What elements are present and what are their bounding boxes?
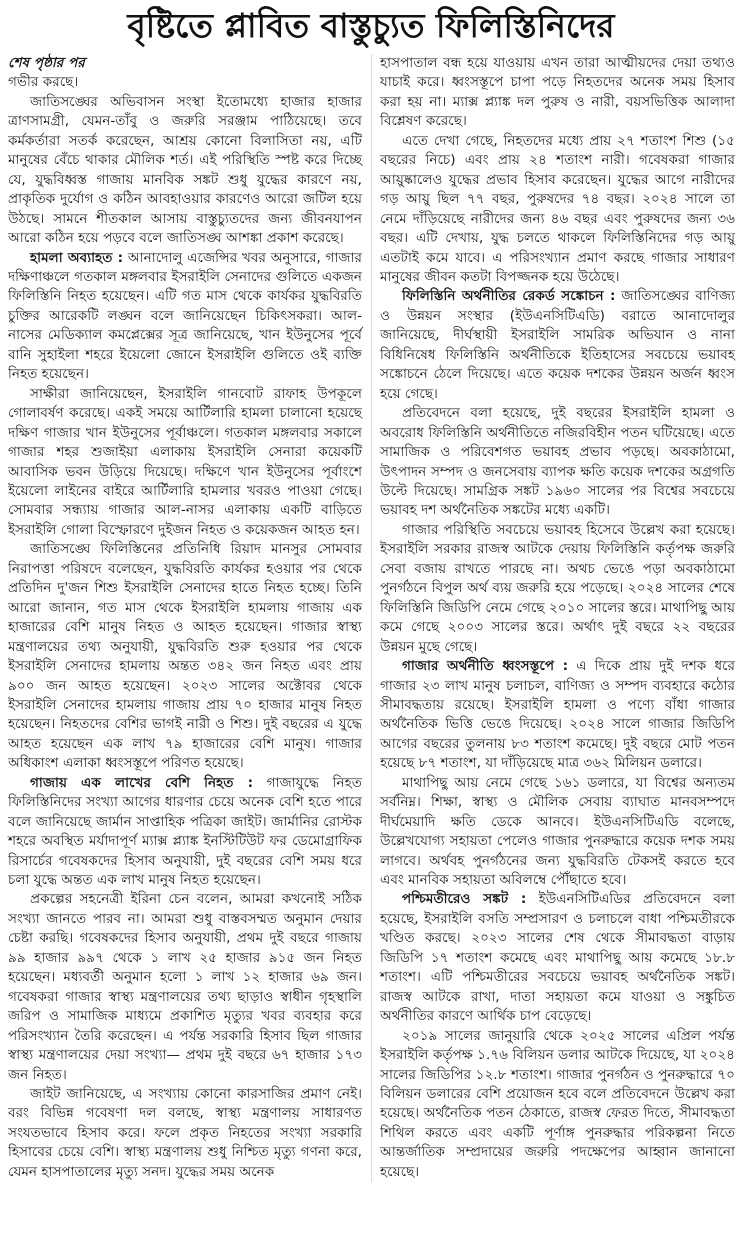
paragraph-text: এ দিকে প্রায় দুই দশক ধরে গাজার ২৩ লাখ মানুষ চলাচল, বাণিজ্য ও সম্পদ ব্যবহারে কঠোর সীমাবদ্ধতায় রয়েছে। ইসরাইলি হামলা ও পণ্যে বাঁধা গাজার অর্থনৈতিক ভিত্তি ভেঙে দিয়েছে। ২০২৪ সালে গাজার জিডিপি আগের বছরের তুলনায় ৮৩ শতাংশ কমেছে। দুই বছরে মোট পতন হয়েছে ৮৭ শতাংশ, যা দাঁড়িয়েছে মাত্র ৩৬২ মিলিয়ন ডলারে।	[380, 658, 735, 772]
paragraph	[380, 890, 735, 1026]
paragraph-text: জাতিসঙ্ঘের বাণিজ্য ও উন্নয়ন সংস্থার (ইউএনসিটিএডি) বরাতে আনাদোলুর জানিয়েছে, দীর্ঘস্থায়ী ইসরাইলি সামরিক অভিযান ও নানা বিধিনিষেধ ফিলিস্তিনি অর্থনীতিকে ইতিহাসের সবচেয়ে ভয়াবহ সঙ্কোচনে ঠেলে দিয়েছে। এতে কয়েক দশকের উন্নয়ন অর্জন ধ্বংস হয়ে গেছে।	[380, 288, 735, 402]
subhead: হামলা অব্যাহত :	[30, 249, 124, 266]
subhead: পশ্চিমতীরেও সঙ্কট :	[402, 891, 527, 908]
paragraph: গাজার পরিস্থিতি সবচেয়ে ভয়াবহ হিসেবে উল্লেখ করা হয়েছে। ইসরাইলি সরকার রাজস্ব আটকে দেয়ায় ফিলিস্তিনি কর্তৃপক্ষ জরুরি সেবা বজায় রাখতে পারছে না। অথচ ভেঙে পড়া অবকাঠামো পুনর্গঠনে বিপুল অর্থ ব্যয় জরুরি হয়ে পড়েছে। ২০২৪ সালের শেষে ফিলিস্তিনি জিডিপি নেমে গেছে ২০১০ সালের স্তরে। মাথাপিছু আয় কমে গেছে ২০০৩ সালের স্তরে। অর্থাৎ দুই বছরে ২২ বছরের উন্নয়ন মুছে গেছে।	[380, 521, 735, 655]
subhead: ফিলিস্তিনি অর্থনীতির রেকর্ড সঙ্কোচন :	[402, 288, 616, 305]
paragraph: জাতিসঙ্ঘে ফিলিস্তিনের প্রতিনিধি রিয়াদ মানসুর সোমবার নিরাপত্তা পরিষদে বলেছেন, যুদ্ধবিরতি কার্যকর হওয়ার পর থেকে প্রতিদিন দু'জন শিশু ইসরাইলি সেনাদের হাতে নিহত হচ্ছে। তিনি আরো জানান, গত মাস থেকে ইসরাইলি হামলায় গাজায় এক হাজারের বেশি মানুষ নিহত ও আহত হয়েছেন। গাজার স্বাস্থ্য মন্ত্রণালয়ের তথ্য অনুযায়ী, যুদ্ধবিরতি শুরু হওয়ার পর থেকে ইসরাইলি সেনাদের হামলায় অন্তত ৩৪২ জন নিহত এবং প্রায় ৯০০ জন আহত হয়েছেন। ২০২৩ সালের অক্টোবর থেকে ইসরাইলি সেনাদের হামলায় গাজায় প্রায় ৭০ হাজার মানুষ নিহত হয়েছেন। নিহতদের বেশির ভাগই নারী ও শিশু। দুই বছরের এ যুদ্ধে আহত হয়েছেন এক লাখ ৭৯ হাজারের বেশি মানুষ। গাজার অধিকাংশ এলাকা ধ্বংসস্তূপে পরিণত হয়েছে।	[8, 541, 362, 772]
paragraph: হাসপাতাল বন্ধ হয়ে যাওয়ায় এখন তারা আত্মীয়দের দেয়া তথ্যও যাচাই করে। ধ্বংসস্তূপে চাপা পড়ে নিহতদের অনেক সময় হিসাব করা হয় না। ম্যাক্স প্ল্যাঙ্ক দল পুরুষ ও নারী, বয়সভিত্তিক আলাদা বিশ্লেষণ করেছে।	[380, 55, 735, 130]
subhead: গাজার অর্থনীতি ধ্বংসস্তূপে :	[402, 658, 569, 675]
article-body	[0, 54, 742, 1182]
headline: বৃষ্টিতে প্লাবিত বাস্তুচ্যুত ফিলিস্তিনিদের	[127, 6, 615, 45]
paragraph	[380, 287, 735, 404]
paragraph	[8, 249, 362, 385]
paragraph-text: আনাদোলু এজেন্সির খবর অনুসারে, গাজার দক্ষিণাঞ্চলে গতকাল মঙ্গলবার ইসরাইলি সেনাদের গুলিতে একজন ফিলিস্তিনি নিহত হয়েছেন। এটি গত মাস থেকে কার্যকর যুদ্ধবিরতি চুক্তির আরেকটি লঙ্ঘন বলে জানিয়েছেন চিকিৎসকরা। আল-নাসের মেডিক্যাল কমপ্লেক্সের সূত্র জানিয়েছে, খান ইউনুসের পূর্বে বানি সুহাইলা শহরে ইয়েলো জোনে ইসরাইলি গুলিতে ওই ব্যক্তি নিহত হয়েছেন।	[8, 249, 362, 383]
column-divider	[371, 54, 372, 1182]
paragraph	[8, 774, 362, 891]
paragraph-text: গাজাযুদ্ধে নিহত ফিলিস্তিনিদের সংখ্যা আগের ধারণার চেয়ে অনেক বেশি হতে পারে বলে জানিয়েছে জার্মান সাপ্তাহিক পত্রিকা জাইট। জার্মানির রোস্টক শহরে অবস্থিত মর্যাদাপূর্ণ ম্যাক্স প্ল্যাঙ্ক ইনস্টিটিউট ফর ডেমোগ্রাফিক রিসার্চের গবেষকদের হিসাব অনুযায়ী, দুই বছরের বেশি সময় ধরে চলা যুদ্ধে অন্তত এক লাখ মানুষ নিহত হয়েছেন।	[8, 774, 362, 889]
paragraph: গভীর করছে।	[8, 74, 79, 91]
paragraph-text: ইউএনসিটিএডির প্রতিবেদনে বলা হয়েছে, ইসরাইলি বসতি সম্প্রসারণ ও চলাচলে বাধা পশ্চিমতীরকে খণ্ডিত করছে। ২০২৩ সালের শেষ থেকে সীমাবদ্ধতা বাড়ায় জিডিপি ১৭ শতাংশ কমেছে এবং মাথাপিছু আয় কমেছে ১৮.৮ শতাংশ। এটি পশ্চিমতীরের সবচেয়ে ভয়াবহ অর্থনৈতিক সঙ্কট। রাজস্ব আটকে রাখা, দাতা সহায়তা কমে যাওয়া ও সঙ্কুচিত অর্থনীতির কারণে আর্থিক চাপ বেড়েছে।	[380, 891, 735, 1025]
paragraph: এতে দেখা গেছে, নিহতদের মধ্যে প্রায় ২৭ শতাংশ শিশু (১৫ বছরের নিচে) এবং প্রায় ২৪ শতাংশ নারী। গবেষকরা গাজার আয়ুষ্কালেও যুদ্ধের প্রভাব হিসাব করেছেন। যুদ্ধের আগে নারীদের গড় আয়ু ছিল ৭৭ বছর, পুরুষদের ৭৪ বছর। ২০২৪ সালে তা নেমে দাঁড়িয়েছে নারীদের জন্য ৪৬ বছর এবং পুরুষদের জন্য ৩৬ বছর। এটি দেখায়, যুদ্ধ চলতে থাকলে ফিলিস্তিনিদের গড় আয়ু এতটাই কমে যাবে। এ পরিসংখ্যান প্রমাণ করছে গাজার সাধারণ মানুষের জীবন কতটা বিপজ্জনক হয়ে উঠেছে।	[380, 132, 735, 285]
paragraph: সাক্ষীরা জানিয়েছেন, ইসরাইলি গানবোট রাফাহ উপকূলে গোলাবর্ষণ করেছে। একই সময়ে আর্টিলারি হামলা চালানো হয়েছে দক্ষিণ গাজার খান ইউনুসের পূর্বাঞ্চলে। গতকাল মঙ্গলবার সকালে গাজার শহর শুজাইয়া এলাকায় ইসরাইলি সেনারা কয়েকটি আবাসিক ভবন উড়িয়ে দিয়েছে। দক্ষিণে খান ইউনুসের পূর্বাংশে ইয়েলো লাইনের বাইরে আর্টিলারি হামলার খবরও পাওয়া গেছে। সোমবার সন্ধ্যায় গাজার আল-নাসর এলাকায় একটি বাড়িতে ইসরাইলি গোলা বিস্ফোরণে দুইজন নিহত ও কয়েকজন আহত হন।	[8, 385, 362, 538]
subhead: গাজায় এক লাখের বেশি নিহত :	[30, 774, 254, 791]
article-column-right	[380, 54, 735, 1182]
paragraph: প্রকল্পের সহনেত্রী ইরিনা চেন বলেন, আমরা কখনোই সঠিক সংখ্যা জানতে পারব না। আমরা শুধু বাস্তবসম্মত অনুমান দেয়ার চেষ্টা করছি। গবেষকদের হিসাব অনুযায়ী, প্রথম দুই বছরে গাজায় ৯৯ হাজার ৯৯৭ থেকে ১ লাখ ২৫ হাজার ৯১৫ জন নিহত হয়েছেন। মধ্যবর্তী অনুমান হলো ১ লাখ ১২ হাজার ৬৯ জন। গবেষকরা গাজার স্বাস্থ্য মন্ত্রণালয়ের তথ্য ছাড়াও স্বাধীন গৃহস্থালি জরিপ ও সামাজিক মাধ্যমে প্রকাশিত মৃত্যুর খবর ব্যবহার করে পরিসংখ্যান তৈরি করেছেন। এ পর্যন্ত সরকারি হিসাব ছিল গাজার স্বাস্থ্য মন্ত্রণালয়ের দেয়া সংখ্যা— প্রথম দুই বছরে ৬৭ হাজার ১৭৩ জন নিহত।	[8, 891, 362, 1083]
paragraph: জাইট জানিয়েছে, এ সংখ্যায় কোনো কারসাজির প্রমাণ নেই। বরং বিভিন্ন গবেষণা দল বলছে, স্বাস্থ্য মন্ত্রণালয় সাধারণত সংযতভাবে হিসাব করে। ফলে প্রকৃত নিহতের সংখ্যা সরকারি হিসাবের চেয়ে বেশি। স্বাস্থ্য মন্ত্রণালয় শুধু নিশ্চিত মৃত্যু গণনা করে, যেমন হাসপাতালের মৃত্যু সনদ। যুদ্ধের সময় অনেক	[8, 1086, 362, 1180]
paragraph: মাথাপিছু আয় নেমে গেছে ১৬১ ডলারে, যা বিশ্বের অন্যতম সর্বনিম্ন। শিক্ষা, স্বাস্থ্য ও মৌলিক সেবায় ব্যাঘাত মানবসম্পদে দীর্ঘমেয়াদি ক্ষতি ডেকে আনবে। ইউএনসিটিএডি বলেছে, উল্লেখযোগ্য সহায়তা পেলেও গাজার পুনরুদ্ধারে কয়েক দশক সময় লাগবে। অর্থবহ পুনর্গঠনের জন্য যুদ্ধবিরতি টেকসই করতে হবে এবং মানবিক সহায়তা অবিলম্বে পৌঁছাতে হবে।	[380, 774, 735, 889]
article-column-left	[8, 54, 362, 1182]
paragraph	[380, 657, 735, 774]
paragraph: প্রতিবেদনে বলা হয়েছে, দুই বছরের ইসরাইলি হামলা ও অবরোধ ফিলিস্তিনি অর্থনীতিতে নজিরবিহীন পতন ঘটিয়েছে। এতে সামাজিক ও পরিবেশগত ভয়াবহ প্রভাব পড়ছে। অবকাঠামো, উৎপাদন সম্পদ ও জনসেবায় ব্যাপক ক্ষতি কয়েক দশকের অগ্রগতি উল্টে দিয়েছে। সামগ্রিক সঙ্কট ১৯৬০ সালের পর বিশ্বের সবচেয়ে ভয়াবহ দশ অর্থনৈতিক সঙ্কটের মধ্যে একটি।	[380, 405, 735, 519]
continued-from-label: শেষ পৃষ্ঠার পর	[8, 55, 85, 71]
paragraph: জাতিসঙ্ঘের অভিবাসন সংস্থা ইতোমধ্যে হাজার হাজার ত্রাণসামগ্রী, যেমন-তাঁবু ও জরুরি সরঞ্জাম পাঠিয়েছে। তবে কর্মকর্তারা সতর্ক করেছেন, আশ্রয় কোনো বিলাসিতা নয়, এটি মানুষের বেঁচে থাকার মৌলিক শর্ত। এই পরিস্থিতি স্পষ্ট করে দিচ্ছে যে, যুদ্ধবিধ্বস্ত গাজায় মানবিক সঙ্কট শুধু যুদ্ধের কারণে নয়, প্রাকৃতিক দুর্যোগ ও কঠিন আবহাওয়ার কারণেও আরো জটিল হয়ে উঠছে। সামনে শীতকাল আসায় বাস্তুচ্যুতদের জন্য জীবনযাপন আরো কঠিন হয়ে পড়বে বলে জাতিসঙ্ঘ আশঙ্কা প্রকাশ করেছে।	[8, 93, 362, 247]
paragraph: ২০১৯ সালের জানুয়ারি থেকে ২০২৫ সালের এপ্রিল পর্যন্ত ইসরাইলি কর্তৃপক্ষ ১.৭৬ বিলিয়ন ডলার আটকে দিয়েছে, যা ২০২৪ সালের জিডিপির ১২.৮ শতাংশ। গাজার পুনর্গঠন ও পুনরুদ্ধারে ৭০ বিলিয়ন ডলারের বেশি প্রয়োজন হবে বলে প্রতিবেদনে উল্লেখ করা হয়েছে। অর্থনৈতিক পতন ঠেকাতে, রাজস্ব ফেরত দিতে, সীমাবদ্ধতা শিথিল করতে এবং একটি পূর্ণাঙ্গ পুনরুদ্ধার পরিকল্পনা নিতে আন্তর্জাতিক সম্প্রদায়ের জরুরি পদক্ষেপের আহ্বান জানানো হয়েছে।	[380, 1027, 735, 1180]
